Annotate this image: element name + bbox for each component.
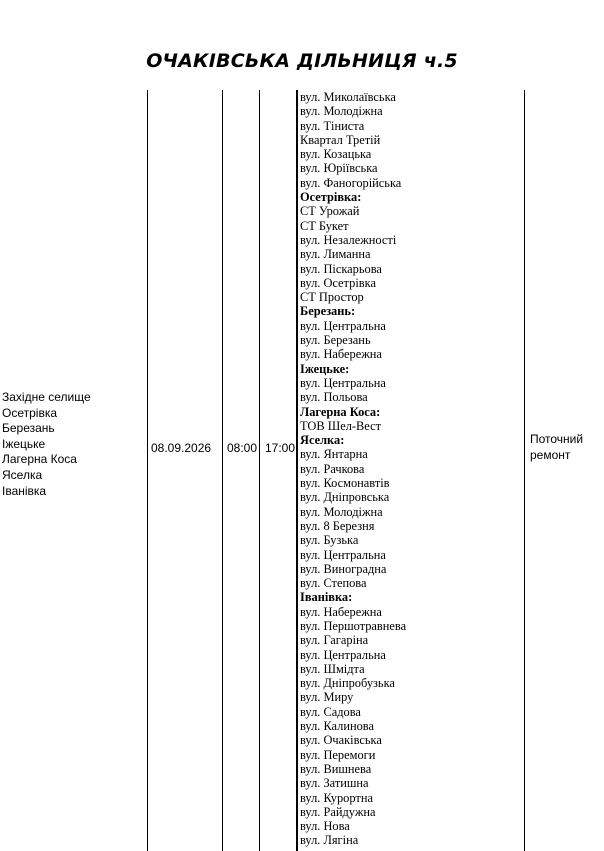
street-item: вул. Центральна [300,375,386,390]
street-item: вул. Лиманна [300,247,371,262]
street-item: вул. Дніпровська [300,490,390,505]
reason-text: Поточний [530,432,584,446]
street-item: вул. Осетрівка [300,275,376,290]
street-item: вул. Набережна [300,604,382,619]
street-item: вул. Степова [300,576,367,591]
settlement-name: Яселка [2,467,43,482]
street-item: вул. Калинова [300,719,374,734]
street-item: вул. Курортна [300,790,373,805]
street-item: вул. Козацька [300,147,372,162]
street-item: вул. Виноградна [300,561,387,576]
street-item: вул. Тіниста [300,118,365,133]
street-item: вул. Дніпробузька [300,676,395,691]
street-item: вул. Центральна [300,547,386,562]
street-item: СТ Простор [300,290,364,305]
street-item: вул. Юріївська [300,161,378,176]
date-cell: 08.09.2026 [151,441,212,455]
street-item: вул. Рачкова [300,461,365,476]
street-item: вул. Нова [300,819,350,834]
settlement-heading: Іванівка: [300,590,353,605]
page-title: ОЧАКІВСЬКА ДІЛЬНИЦЯ ч.5 [146,50,458,72]
street-item: вул. Польова [300,390,368,405]
settlement-heading: Лагерна Коса: [300,404,381,419]
street-item: вул. Лягіна [300,833,359,848]
street-item: вул. Березань [300,333,371,348]
street-item: СТ Букет [300,218,349,233]
settlements-cell [2,390,91,499]
settlement-name: Іжецьке [2,436,46,451]
column-divider [524,90,525,851]
street-item: вул. Набережна [300,347,382,362]
street-item: вул. Бузька [300,533,359,548]
street-item: вул. Центральна [300,647,386,662]
streets-list [300,90,406,848]
column-divider [296,90,298,851]
street-item: вул. Молодіжна [300,104,383,119]
street-item: вул. Молодіжна [300,504,383,519]
street-item: вул. Садова [300,704,361,719]
column-divider [259,90,260,851]
street-item: вул. Фаногорійська [300,175,402,190]
settlement-name: Лагерна Коса [2,452,77,467]
settlement-heading: Яселка: [300,433,345,448]
column-divider [147,90,148,851]
street-item: вул. Космонавтів [300,476,390,491]
street-item: вул. 8 Березня [300,518,375,533]
time-start-cell: 08:00 [227,441,258,455]
reason-text: ремонт [530,447,571,462]
street-item: вул. Гагаріна [300,633,369,648]
street-item: вул. Першотравнева [300,618,407,633]
street-item: вул. Піскарьова [300,261,382,276]
street-item: ТОВ Шел-Вест [300,418,382,433]
street-item: вул. Очаківська [300,733,382,748]
street-item: СТ Урожай [300,204,360,219]
street-item: вул. Янтарна [300,447,368,462]
street-item: вул. Центральна [300,318,386,333]
settlement-name: Березань [2,421,55,436]
time-end-cell: 17:00 [265,441,296,455]
street-item: вул. Шмідта [300,661,365,676]
reason-cell [530,432,602,463]
settlement-heading: Іжецьке: [300,361,350,376]
settlement-name: Осетрівка [2,405,58,420]
settlement-heading: Осетрівка: [300,190,362,205]
settlement-heading: Березань: [300,304,356,319]
column-divider [222,90,223,851]
settlement-name: Західне селище [2,390,91,404]
street-item: вул. Незалежності [300,232,397,247]
street-item: вул. Перемоги [300,747,376,762]
street-item: вул. Миру [300,690,354,705]
street-item: Квартал Третій [300,132,381,147]
street-item: вул. Миколаївська [300,90,396,104]
settlement-name: Іванівка [2,483,47,498]
street-item: вул. Затишна [300,776,369,791]
street-item: вул. Райдужна [300,804,376,819]
street-item: вул. Вишнева [300,761,372,776]
